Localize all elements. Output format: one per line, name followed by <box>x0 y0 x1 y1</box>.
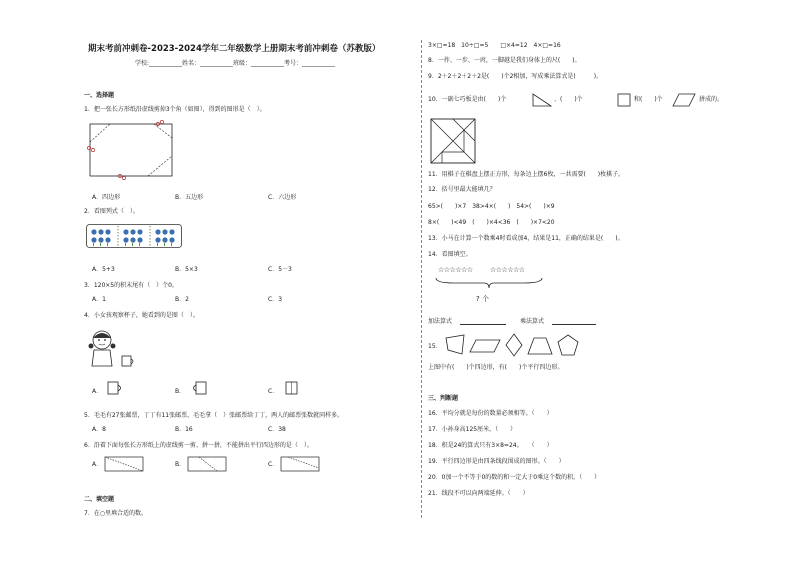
q14-addition-blank[interactable] <box>460 318 506 325</box>
question-9: 9．2＋2＋2＋2＋2是( )个2相加，写成乘法算式是( )。 <box>428 73 603 80</box>
q6-rectangle-c-icon <box>280 456 320 472</box>
q6-option-b[interactable]: B． <box>175 461 186 468</box>
parallelogram-icon <box>671 92 697 108</box>
question-12: 12．括号里最大能填几？ <box>428 186 496 193</box>
q2-option-c[interactable]: C．5－3 <box>268 266 292 273</box>
cup-side-view-icon <box>106 380 126 396</box>
q6-option-a[interactable]: A． <box>92 461 103 468</box>
question-15: 15． <box>428 343 442 350</box>
q3-option-b[interactable]: B．2 <box>175 296 189 303</box>
question-6: 6．沿着下面每张长方形纸上的虚线剪一剪、拼一拼，不能拼出平行四边形的是（ ）。 <box>84 442 313 449</box>
q5-option-b[interactable]: B．16 <box>175 426 193 433</box>
q15-shapes-figure <box>442 332 582 360</box>
student-info-line: 学校:___________姓名：___________班级：___________考号：___________ <box>135 60 336 67</box>
q5-option-c[interactable]: C．38 <box>268 426 286 433</box>
q1-rectangle-figure <box>84 118 180 184</box>
q2-option-a[interactable]: A．5+3 <box>92 266 115 273</box>
q14-multiplication-blank[interactable] <box>552 318 596 325</box>
q6-rectangle-a-icon <box>104 456 144 472</box>
question-4: 4．小女孩观察杯子，她看到的是图（ ）。 <box>84 312 199 319</box>
question-1: 1．把一张长方形纸沿虚线剪掉3个角（如图），得到的图形是（ ）。 <box>84 106 266 113</box>
q14-star-group-2: ☆☆☆☆☆☆ <box>490 266 525 274</box>
q1-option-c[interactable]: C．六边形 <box>268 194 297 201</box>
cup-handle-back-icon <box>190 380 210 396</box>
question-14: 14．看图填空。 <box>428 251 472 258</box>
q4-option-a[interactable]: A． <box>92 388 103 395</box>
question-19: 19．平行四边形是由四条线段围成的图形。（ ） <box>428 458 565 465</box>
question-10-part-c: 和( )个 <box>634 96 663 103</box>
question-2: 2．看图列式（ ）。 <box>84 208 139 215</box>
q4-option-c[interactable]: C． <box>268 388 279 395</box>
q7-equations-row: 3×□=18 10÷□=5 □×4=12 4×□=16 <box>428 42 561 49</box>
section-fill-heading: 二、填空题 <box>84 496 115 503</box>
q14-unknown-count: ? 个 <box>476 295 489 303</box>
q6-option-c[interactable]: C． <box>268 461 279 468</box>
q14-brace-figure <box>434 276 544 290</box>
q6-rectangle-b-icon <box>187 456 227 472</box>
q12-line-2: 8×( )<49 ( )×4<36 ( )×7<20 <box>428 219 555 226</box>
column-divider <box>421 40 422 518</box>
q14-addition-label: 加法算式 <box>428 318 453 325</box>
q3-option-c[interactable]: C．3 <box>268 296 283 303</box>
q14-multiplication-label: 乘法算式 <box>520 318 545 325</box>
section-choice-heading: 一、选择题 <box>84 92 115 99</box>
question-11: 11．用棋子在棋盘上摆正方形，每条边上摆6枚，一共需要( )枚棋子。 <box>428 171 625 178</box>
question-18: 18．积是24的算式只有3×8=24。 （ ） <box>428 442 553 449</box>
q4-option-b[interactable]: B． <box>175 388 186 395</box>
section-judge-heading: 三、判断题 <box>428 395 459 402</box>
q2-flower-groups-figure <box>86 224 182 248</box>
q1-option-b[interactable]: B．五边形 <box>175 194 204 201</box>
q2-option-b[interactable]: B．5×3 <box>175 266 198 273</box>
square-icon <box>616 92 632 108</box>
question-21: 21．线段不可以向两端延伸。（ ） <box>428 490 529 497</box>
q14-star-group-1: ☆☆☆☆☆☆ <box>438 266 473 274</box>
question-13: 13．小马在计算一个数乘4时看成加4，结果是11，正确的结果是( )。 <box>428 235 624 242</box>
question-10-part-d: 拼成的。 <box>699 96 724 103</box>
triangle-icon <box>531 92 553 108</box>
question-7: 7．在○里填合适的数。 <box>84 510 148 517</box>
q3-option-a[interactable]: A．1 <box>92 296 106 303</box>
question-16: 16．平均分就是每份的数量必须相等。（ ） <box>428 410 553 417</box>
q4-girl-and-cup-figure <box>84 326 144 370</box>
q12-line-1: 65>( )×7 38>4×( ) 54>( )×9 <box>428 203 555 210</box>
question-20: 20．0加一个不等于0的数的和一定大于0乘这个数的积。（ ） <box>428 474 601 481</box>
question-8: 8．一拃、一步、一庹，一脚越是我们身体上的尺( )。 <box>428 57 581 64</box>
cup-front-view-icon <box>283 380 301 396</box>
question-10-part-b: 、( )个 <box>554 96 583 103</box>
question-5: 5．毛毛有27张邮票，丁丁有11张邮票，毛毛拿（ ）张邮票给丁丁，两人的邮票张数就同样多。 <box>84 412 344 419</box>
q15-answer-line: 上图中有( )个四边形，有( )个平行四边形。 <box>428 364 564 371</box>
q5-option-a[interactable]: A．8 <box>92 426 106 433</box>
question-17: 17．小孙身高125厘米。（ ） <box>428 426 517 433</box>
page-title: 期末考前冲刺卷-2023-2024学年二年级数学上册期末考前冲刺卷（苏教版） <box>88 44 381 54</box>
question-10: 10．一副七巧板是由( )个 <box>428 96 507 103</box>
question-3: 3．120×5的积末尾有（ ）个0。 <box>84 282 178 289</box>
q1-option-a[interactable]: A．四边形 <box>92 194 121 201</box>
tangram-figure <box>430 118 476 164</box>
